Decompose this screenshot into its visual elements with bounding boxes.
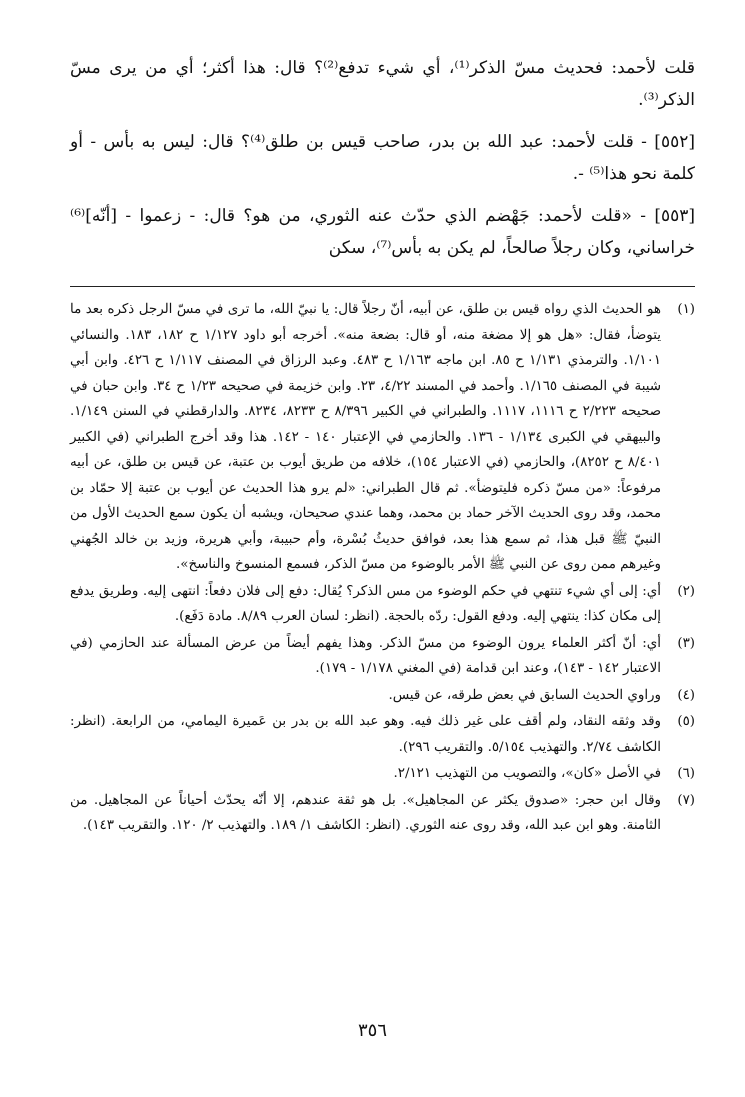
footnote-1 <box>70 297 695 578</box>
footnote-7 <box>70 788 695 839</box>
page-number: ٣٥٦ <box>357 1020 387 1041</box>
paragraph-552: [٥٥٢] - قلت لأحمد: عبد الله بن بدر، صاحب قيس بن طلق⁽⁴⁾؟ قال: ليس به بأس - أو كلمة نحو هذا⁽⁵⁾ -. <box>70 132 695 184</box>
footnote-text: في الأصل «كان»، والتصويب من التهذيب ٢/١٢١. <box>393 766 661 781</box>
footnotes <box>70 297 695 839</box>
footnote-text: وقال ابن حجر: «صدوق يكثر عن المجاهيل». بل هو ثقة عندهم، إلا أنّه يحدّث أحياناً عن المجاهيل. من الثامنة. وهو ابن عبد الله، وقد روى عنه الثوري. (انظر: الكاشف ١/ ١٨٩. والتهذيب ٢/ ١٢٠. والتقريب ١٤٣). <box>70 792 661 833</box>
main-text <box>70 52 695 264</box>
footnote-text: وقد وثقه النقاد، ولم أقف على غير ذلك فيه. وهو عبد الله بن بدر بن عَميرة اليمامي، من الرابعة. (انظر: الكاشف ٢/٧٤. والتهذيب ٥/١٥٤. والتقريب ٢٩٦). <box>70 714 661 755</box>
footnote-5 <box>70 709 695 760</box>
footnote-number: (٦) <box>677 766 695 781</box>
footnote-number: (٣) <box>677 635 695 651</box>
footnote-3 <box>70 631 695 682</box>
footnote-2 <box>70 579 695 630</box>
footnote-text: أي: إلى أي شيء تنتهي في حكم الوضوء من مس الذكر؟ يُقال: دفع إلى فلان دفعاً: انتهى إليه. وطريق يدفع إلى مكان كذا: ينتهي إليه. ودفع القول: ردّه بالحجة. (انظر: لسان العرب ٨/٨٩. مادة دَفَع). <box>70 583 661 624</box>
footnote-6 <box>70 761 695 787</box>
paragraph-553: [٥٥٣] - «قلت لأحمد: جَهْضم الذي حدّث عنه الثوري، من هو؟ قال: - زعموا - [أنّه]⁽⁶⁾ خراساني، وكان رجلاً صالحاً، لم يكن به بأس⁽⁷⁾، سكن <box>70 206 695 258</box>
footnote-text: وراوي الحديث السابق في بعض طرقه، عن قيس. <box>388 687 661 703</box>
footnote-number: (٧) <box>677 792 695 808</box>
footnote-number: (٢) <box>677 583 695 599</box>
footnote-separator <box>70 286 695 287</box>
paragraph-1: قلت لأحمد: فحديث مسّ الذكر⁽¹⁾، أي شيء تدفع⁽²⁾؟ قال: هذا أكثر؛ أي من يرى مسّ الذكر⁽³⁾. <box>70 58 695 110</box>
footnote-text: هو الحديث الذي رواه قيس بن طلق، عن أبيه، أنّ رجلاً قال: يا نبيّ الله، ما ترى في مسّ الرجل ذكره بعد ما يتوضأ، فقال: «هل هو إلا مضغة منه، أو قال: بضعة منه». أخرجه أبو داود ١/١٢٧ ح ١٨٢، ١٨٣. والنسائي ١/١٠١. والترمذي ١/١٣١ ح ٨٥. ابن ماجه ١/١٦٣ ح ٤٨٣. وعبد الرزاق في المصنف ١/١١٧ ح ٤٢٦. وابن أبي شيبة في المصنف ١/١٦٥. وأحمد في المسند ٤/٢٢، ٢٣. وابن خزيمة في صحيحه ١/٢٣ ح ٣٤. وابن حبان في صحيحه ٢/٢٢٣ ح ١١١٦، ١١١٧. والطبراني في الكبير ٨/٣٩٦ ح ٨٢٣٣، ٨٢٣٤. والدارقطني في السنن ١/١٤٩. والبيهقي في الكبرى ١/١٣٤ - ١٣٦. والحازمي في الإعتبار ١٤٠ - ١٤٢. هذا وقد أخرج الطبراني (في الكبير ٨/٤٠١ ح ٨٢٥٢)، والحازمي (في الاعتبار ١٥٤)، خلافه من طريق أيوب بن عتبة، عن قيس بن طلق، عن أبيه مرفوعاً: «من مسّ ذكره فليتوضأ». ثم قال الطبراني: «لم يرو هذا الحديث عن أيوب بن عتبة إلا حمّاد بن محمد، وقد روى الحديث الآخر حماد بن محمد، وهما عندي صحيحان، ويشبه أن يكون سمع الحديث الأول من النبيّ ﷺ قبل هذا، ثم سمع هذا بعد، فوافق حديثُ بُسْرة، وأم حبيبة، وأبي هريرة، وزيد بن خالد الجُهني وغيرهم ممن روى عن النبي ﷺ الأمر بالوضوء من مسّ الذكر، فسمع المنسوخ والناسخ». <box>70 302 661 572</box>
footnote-text: أي: أنّ أكثر العلماء يرون الوضوء من مسّ الذكر. وهذا يفهم أيضاً من عرض المسألة عند الحازمي (في الاعتبار ١٤٢ - ١٤٣)، وعند ابن قدامة (في المغني ١/١٧٨ - ١٧٩). <box>70 635 661 676</box>
footnote-number: (١) <box>677 302 695 317</box>
footnote-number: (٥) <box>677 714 695 729</box>
footnote-number: (٤) <box>677 687 695 703</box>
page-body <box>70 52 695 840</box>
footnote-4 <box>70 683 695 709</box>
